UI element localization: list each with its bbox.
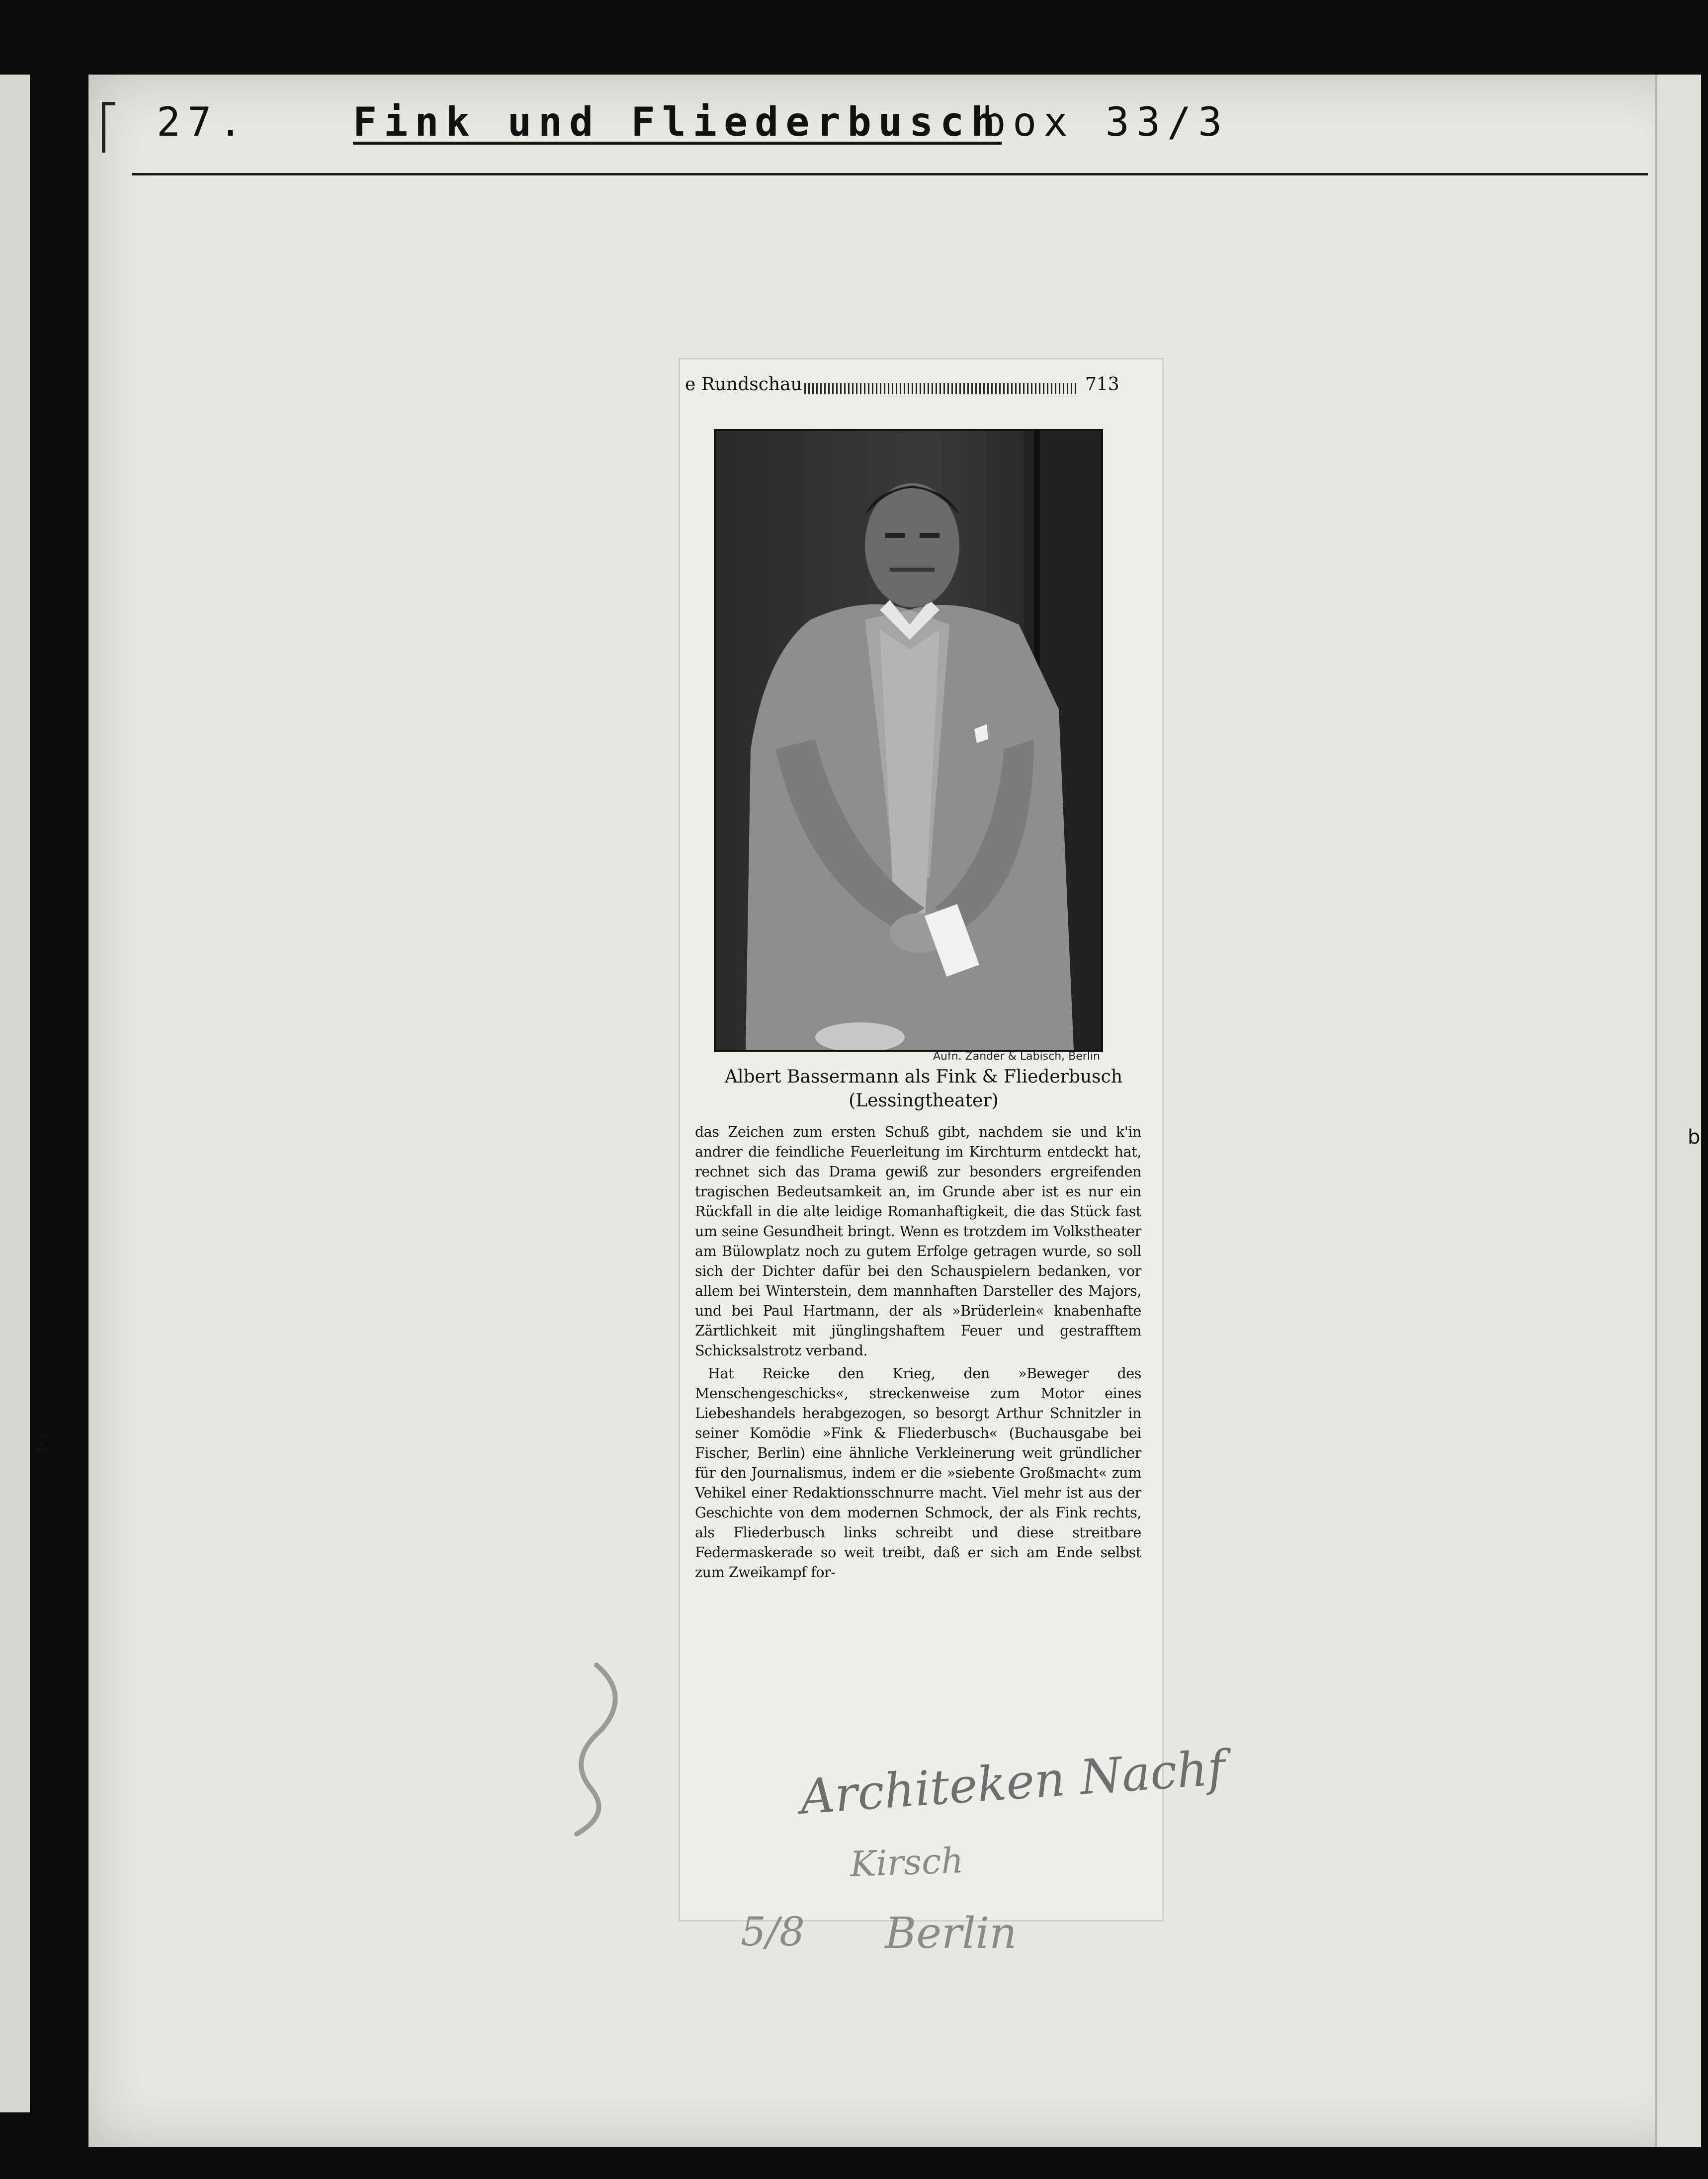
ornamental-rule: [804, 383, 1078, 394]
adjacent-sheet-edge: [0, 75, 30, 2112]
handwritten-note-1: Architeken Nachf: [798, 1740, 1227, 1825]
caption-line-2: (Lessingtheater): [849, 1090, 999, 1111]
box-label: box 33/3: [982, 99, 1229, 145]
newspaper-clipping: [679, 358, 1164, 1922]
corner-bracket: [102, 102, 115, 153]
handwritten-note-4: Berlin: [885, 1909, 1017, 1958]
handwritten-note-3: 5/8: [741, 1909, 805, 1955]
header-divider: [132, 173, 1648, 175]
article-paragraph-2: Hat Reicke den Krieg, den »Beweger des Menschengeschicks«, streckenweise zum Motor eines Liebeshandels herabgezogen, so besorgt Arthur Schnitzler in seiner Komödie »Fink & Fliederbusch« (Buchausgabe bei Fischer, Berlin) eine ähnliche Verkleinerung weit gründlicher für den Journalismus, indem er die »siebente Großmacht« zum Vehikel einer Redaktionsschnurre macht. Viel mehr ist aus der Geschichte von dem modernen Schmock, der als Fink rechts, als Fliederbusch links schreibt und diese streitbare Federmaskerade so weit treibt, daß er sich am Ende selbst zum Zweikampf for-: [695, 1365, 1141, 1581]
clipping-header: [680, 359, 1162, 419]
article-paragraph-1: das Zeichen zum ersten Schuß gibt, nachdem sie und k'in andrer die feindliche Feuerleitung im Kirchturm entdeckt hat, rechnet sich das Drama gewiß zur besonders ergreifenden tragischen Bedeutsamkeit an, im Grunde aber ist es nur ein Rückfall in die alte leidige Romanhaftigkeit, die das Stück fast um seine Gesundheit bringt. Wenn es trotzdem im Volkstheater am Bülowplatz noch zu gutem Erfolge getragen wurde, so soll sich der Dichter dafür bei den Schauspielern bedanken, vor allem bei Winterstein, dem mannhaften Darsteller des Majors, und bei Paul Hartmann, der als »Brüderlein« knabenhafte Zärtlichkeit mit jünglingshaftem Feuer und gestrafftem Schicksalstrotz verband.: [695, 1124, 1141, 1359]
photo-credit: Aufn. Zander & Labisch, Berlin: [933, 1050, 1100, 1063]
journal-name: e Rundschau: [685, 374, 802, 395]
handwritten-note-2: Kirsch: [849, 1840, 964, 1885]
caption-line-1: Albert Bassermann als Fink & Fliederbusch: [724, 1067, 1122, 1087]
right-edge-mark: b: [1688, 1126, 1701, 1149]
pencil-scrawl: [522, 1655, 651, 1844]
sheet-fold: [1655, 75, 1701, 2147]
photo-caption: [700, 1065, 1147, 1120]
page-number: 713: [1085, 374, 1119, 395]
portrait-photo: [714, 429, 1103, 1052]
left-edge-mark: Z: [35, 1431, 50, 1457]
item-title: Fink und Fliederbusch: [353, 99, 1002, 145]
archive-header: [102, 92, 1245, 176]
item-number: 27.: [157, 99, 250, 145]
article-body: [695, 1122, 1141, 1759]
